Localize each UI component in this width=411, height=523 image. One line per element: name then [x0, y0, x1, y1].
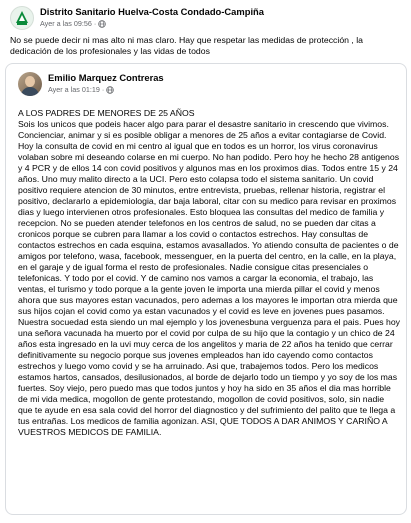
post-timestamp[interactable]: Ayer a las 09:56: [40, 19, 92, 28]
shared-post-card[interactable]: [5, 63, 407, 515]
meta-separator: ·: [101, 85, 105, 94]
post-header: [10, 6, 405, 32]
shared-post-title: A LOS PADRES DE MENORES DE 25 AÑOS: [18, 108, 195, 118]
post-text: No se puede decir ni mas alto ni mas claro. Hay que respetar las medidas de protección , la dedicación de los profesionales y las vidas de todos: [10, 35, 363, 56]
globe-icon: [98, 20, 106, 28]
meta-separator: ·: [93, 19, 97, 28]
shared-post-meta: [48, 85, 114, 95]
shared-post-header: [18, 72, 398, 98]
post-author-name[interactable]: Distrito Sanitario Huelva-Costa Condado-Campiña: [40, 6, 264, 17]
andalucia-logo-icon: [14, 10, 30, 26]
globe-icon: [106, 86, 114, 94]
shared-post-timestamp[interactable]: Ayer a las 01:19: [48, 85, 100, 94]
shared-post-text: Sois los unicos que podeis hacer algo para parar el desastre sanitario in crescendo que vivimos. Concienciar, animar y si es posible obligar a menores de 25 años a evitar contagiarse de Covid. Hoy la consulta de covid en mi centro al igual que en todos es un horror, los virus coronavirus volaban sobre mi deseando colarse en mi cuerpo. No han podido. Pero hoy he hecho 28 antigenos y 4 PCR y de ellos 14 con covid positivos y algunos mas en los proximos dias. Todos entre 15 y 24 años. Uno muy malito directo a la UCI. Pero esto colapsa todo el sistema sanitario. Un covid positivo requiere atencion de 30 minutos, entre entrevista, pruebas, rellenar historia, registrar el positivo, declararlo a epidemiologia, dar baja laboral, citar con su medico para revisar en proximos dias y luego intervienen otros profesionales. Esto bloquea las consultas del medico de familia y recepcion. No se pueden atender telefonos en los centros de salud, no se pueden dar citas a cronicos porque se cubren para llamar a los covid o contactos estrechos. Hay consultas de contactos estrechos en cada esquina, estamos avasallados. Yo atiendo consulta de pacientes o de amigos por telefono, wasa, facebook, messenguer, en la puerta del centro, en la calle, en la playa, en el garaje y de igual forma el resto de profesionales. Nadie consigue citas presenciales o telefonicas. Y todo por el covid. Y de camino nos vamos a cargar la economia, el trabajo, las ventas, el turismo y todo porque a la gente joven le importa una mierda pillar el covid y menos ahora que sus mayores estan vacunados, pero ademas a los mayores le importan otra mierda que sus hijos cojan el covid como ya estan vacunados y el covid es leve en jovenes pues pasamos. Nuestra socuedad esta siendo un mal ejemplo y los jovenesbuna verguenza para el pais. Pues hoy una señora vacunada ha muerto por el covid por culpa de su hijo que la contagio y un chico de 24 años esta ingresado en la uvi muy cerca de los angelitos y maria de 22 años ha tenido que cerrar definitivamente su negocio porque sus jovenes empleados han ido cayendo como contactos estrechos y luego vomo covid y se ha arruinado. Asi que, trabajemos todos. Pero los medicos estamos hartos, cansados, desilusionados, al borde de dejarlo todo un tiempo y yo soy de los mas fuertes. Soy viejo, pero puedo mas que todos juntos y hoy ha sido en 35 años el dia mas horrible de mi vida medica, mogollon de gente protestando, mogollon de covid positivos, solo, sin nadie que te ayude en esa sala covid del horror del diagnostico y del sufrimiento del palito que te llega a tus entrañas. Los medicos de familia agonizan. ASI, QUE TODOS A DAR ANIMOS Y CARIÑO A VUESTROS MEDICOS DE FAMILIA.: [18, 119, 401, 437]
post-meta: [40, 19, 106, 29]
shared-author-avatar[interactable]: [18, 72, 42, 96]
page-avatar[interactable]: [10, 6, 34, 30]
shared-post-body: [18, 108, 400, 438]
shared-author-name[interactable]: Emilio Marquez Contreras: [48, 72, 164, 83]
